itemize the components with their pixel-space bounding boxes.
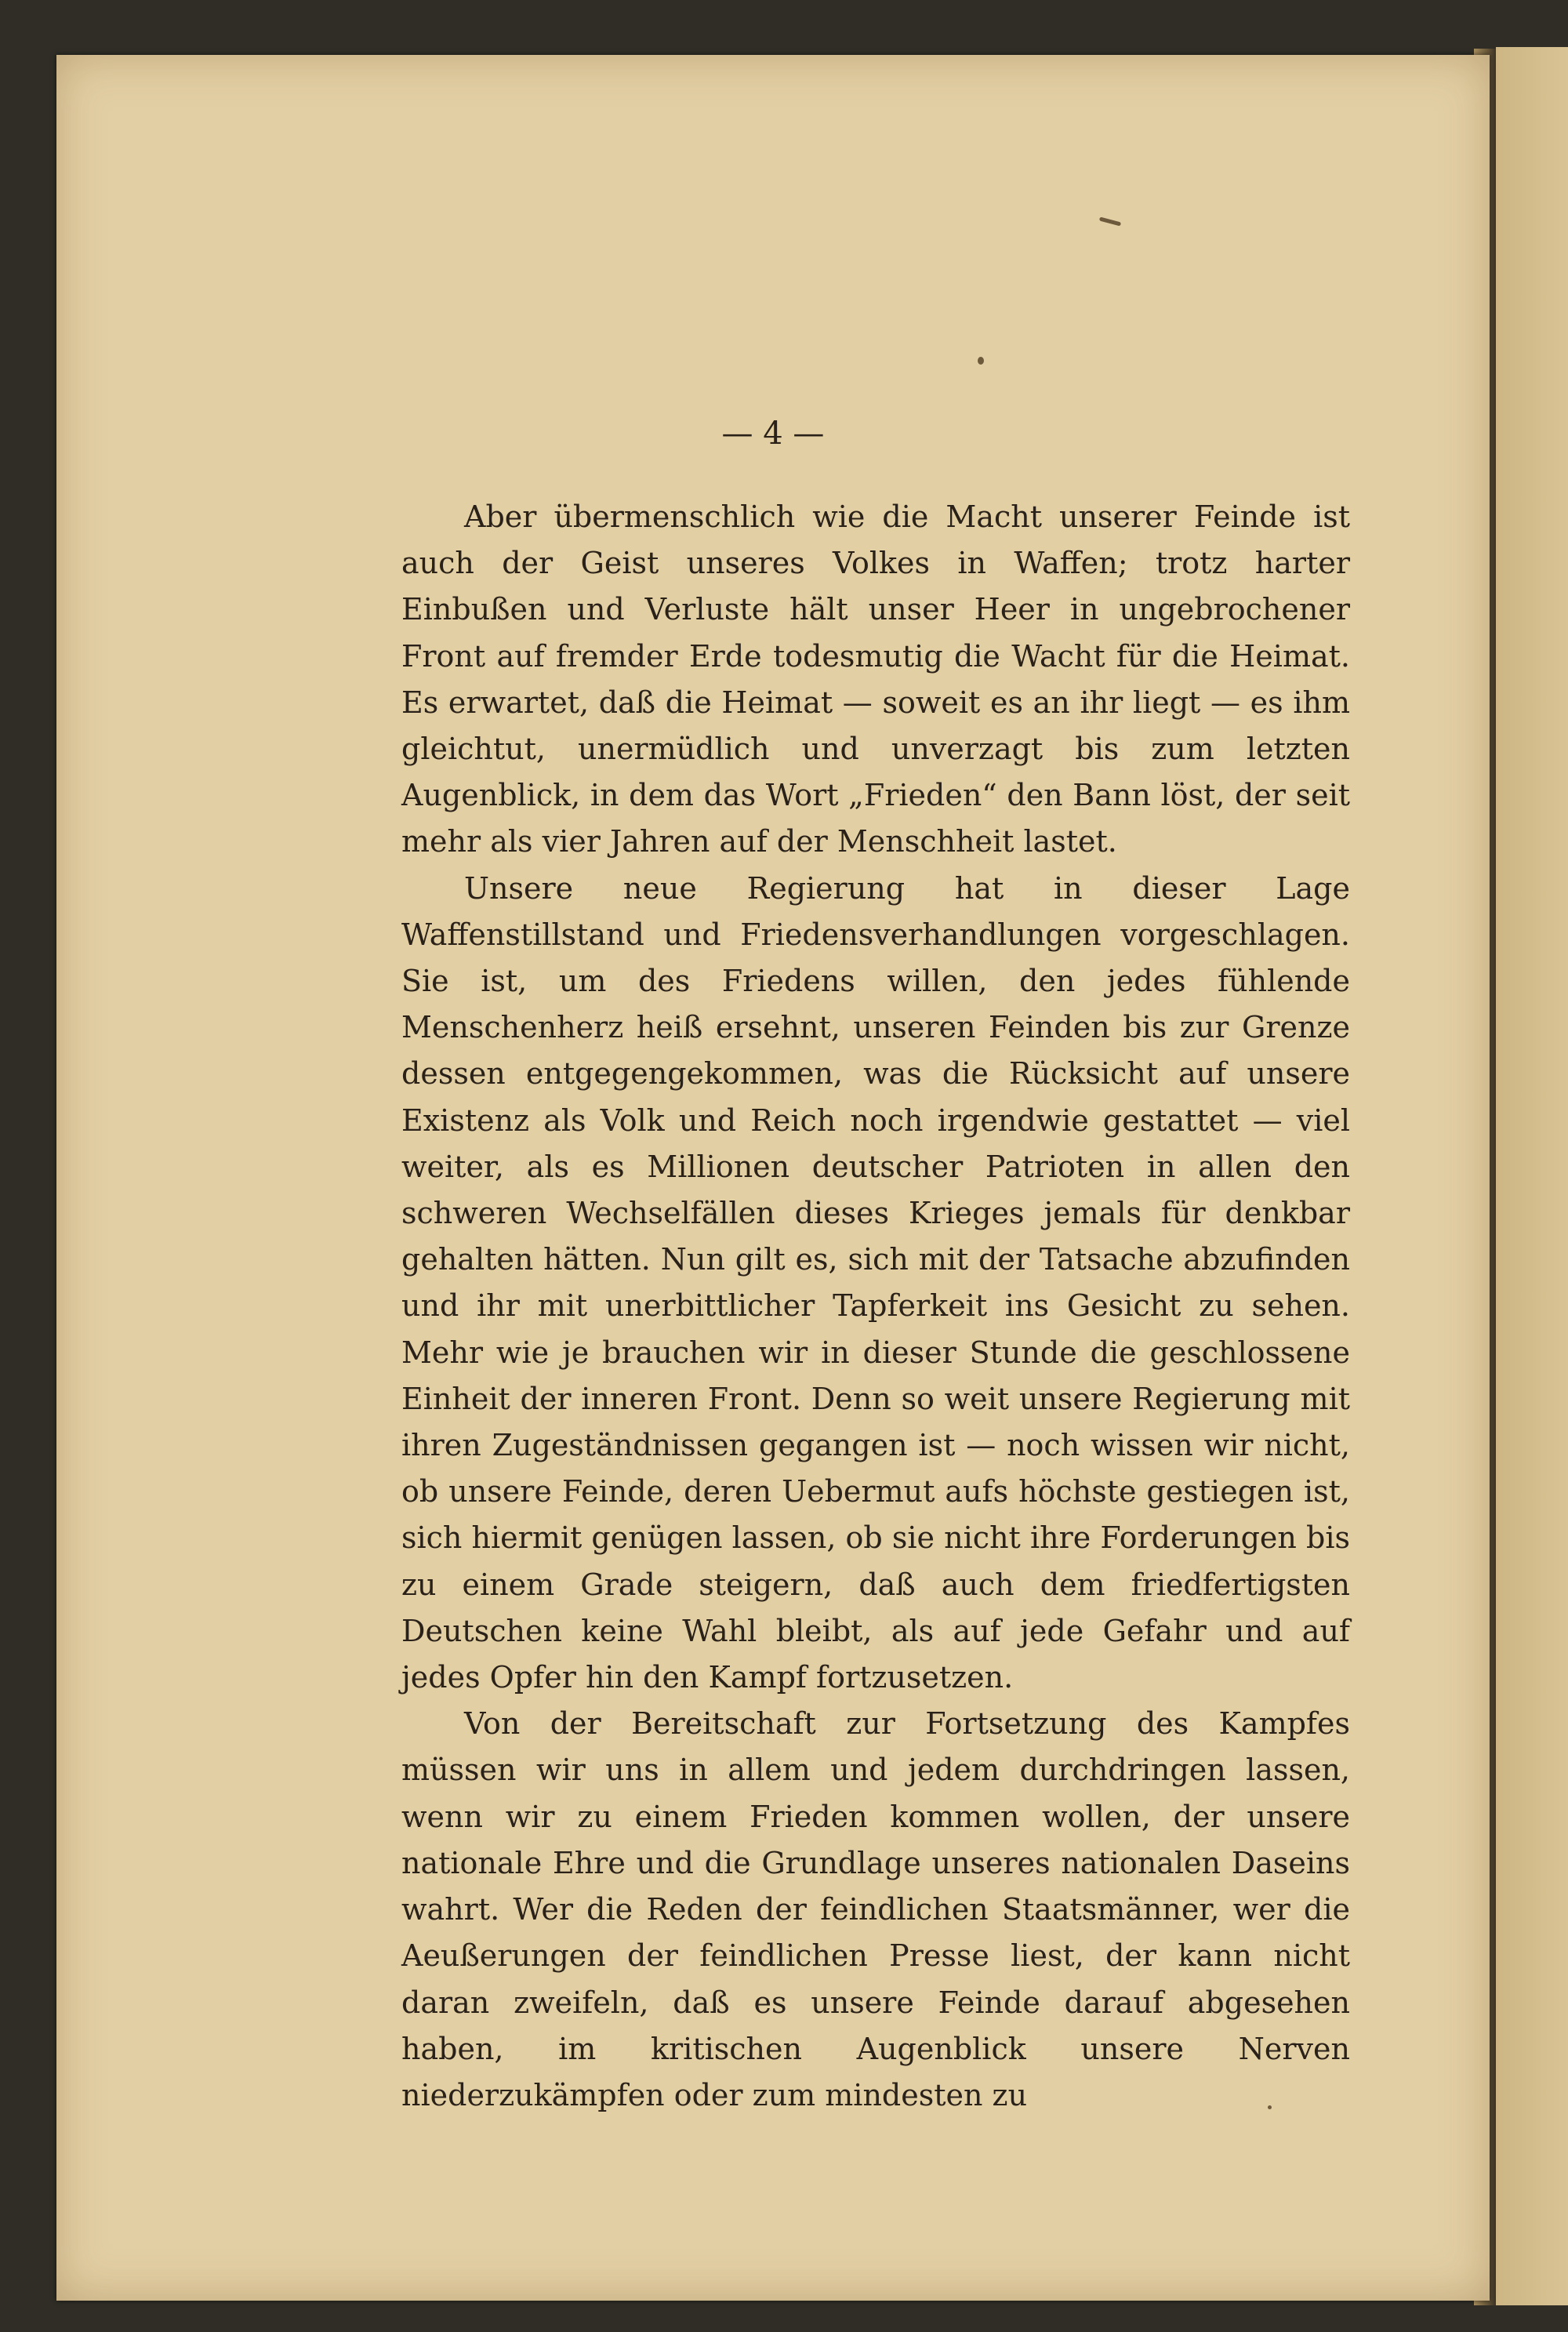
- paragraph: Aber übermenschlich wie die Macht unserer Feinde ist auch der Geist unseres Volkes in Waffen; trotz harter Einbußen und Verluste hält unser Heer in ungebrochener Front auf fremder Erde todesmutig die Wacht für die Heimat. Es erwartet, daß die Heimat — soweit es an ihr liegt — es ihm gleichtut, unermüdlich und unverzagt bis zum letzten Augenblick, in dem das Wort „Frieden“ den Bann löst, der seit mehr als vier Jahren auf der Menschheit lastet.: [401, 499, 1350, 859]
- facing-page-edge: [1496, 47, 1568, 2305]
- page-number: — 4 —: [721, 416, 825, 452]
- paper-speck: [978, 357, 984, 365]
- book-page: [56, 55, 1490, 2301]
- body-text: [401, 494, 1350, 2119]
- paragraph: Von der Bereitschaft zur Fortsetzung des Kampfes müssen wir uns in allem und jedem durchdringen lassen, wenn wir zu einem Frieden kommen wollen, der unsere nationale Ehre und die Grundlage unseres nationalen Daseins wahrt. Wer die Reden der feindlichen Staatsmänner, wer die Aeußerungen der feindlichen Presse liest, der kann nicht daran zweifeln, daß es unsere Feinde darauf abgesehen haben, im kritischen Augenblick unsere Nerven niederzukämpfen oder zum mindesten zu: [401, 1706, 1350, 2112]
- paper-speck: [1099, 216, 1121, 226]
- paragraph: Unsere neue Regierung hat in dieser Lage Waffenstillstand und Friedensverhandlungen vorgeschlagen. Sie ist, um des Friedens willen, den jedes fühlende Menschenherz heiß ersehnt, unseren Feinden bis zur Grenze dessen entgegengekommen, was die Rücksicht auf unsere Existenz als Volk und Reich noch irgendwie gestattet — viel weiter, als es Millionen deutscher Patrioten in allen den schweren Wechselfällen dieses Krieges jemals für denkbar gehalten hätten. Nun gilt es, sich mit der Tatsache abzufinden und ihr mit unerbittlicher Tapferkeit ins Gesicht zu sehen. Mehr wie je brauchen wir in dieser Stunde die geschlossene Einheit der inneren Front. Denn so weit unsere Regierung mit ihren Zugeständnissen gegangen ist — noch wissen wir nicht, ob unsere Feinde, deren Uebermut aufs höchste gestiegen ist, sich hiermit genügen lassen, ob sie nicht ihre Forderungen bis zu einem Grade steigern, daß auch dem friedfertigsten Deutschen keine Wahl bleibt, als auf jede Gefahr und auf jedes Opfer hin den Kampf fortzusetzen.: [401, 870, 1350, 1695]
